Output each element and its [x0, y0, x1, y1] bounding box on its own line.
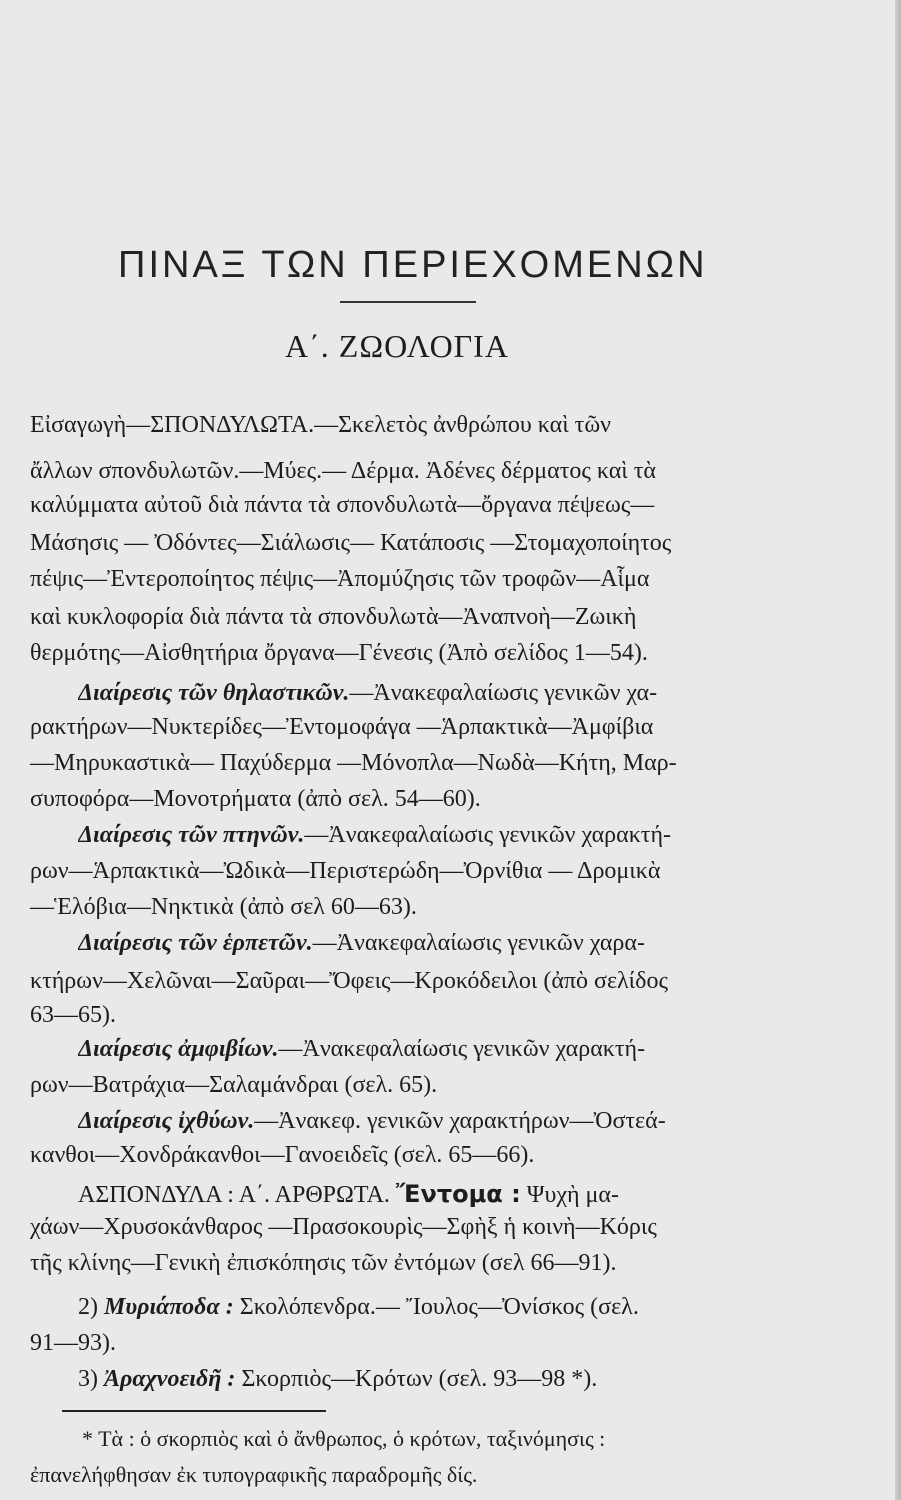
line-text: ρων—Βατράχια—Σαλαμάνδραι (σελ. 65).	[30, 1072, 438, 1098]
contents-line	[30, 566, 820, 593]
line-text: καλύμματα αὐτοῦ διὰ πάντα τὰ σπονδυλωτὰ—ὄργανα πέψεως—	[30, 492, 655, 518]
line-text: καὶ κυκλοφορία διὰ πάντα τὰ σπονδυλωτὰ—Ἀναπνοὴ—Ζωικὴ	[30, 604, 637, 630]
footnote-rule	[62, 1410, 326, 1412]
line-text: θερμότης—Αἰσθητήρια ὄργανα—Γένεσις (Ἀπὸ σελίδος 1—54).	[30, 640, 648, 666]
contents-line	[30, 714, 820, 741]
line-text: χάων—Χρυσοκάνθαρος —Πρασοκουρὶς—Σφὴξ ἡ κοινὴ—Κόρις	[30, 1214, 657, 1240]
line-text: Μυριάποδα :	[104, 1294, 234, 1320]
line-text: Σκολόπενδρα.— Ἴουλος—Ὀνίσκος (σελ.	[233, 1294, 639, 1320]
contents-line	[30, 1142, 820, 1169]
line-text: —Ἀνακεφαλαίωσις γενικῶν χα-	[349, 680, 658, 706]
contents-line	[78, 1366, 868, 1393]
line-text: κανθοι—Χονδράκανθοι—Γανοειδεῖς (σελ. 65—66).	[30, 1142, 535, 1168]
line-text: 2)	[78, 1294, 104, 1320]
line-text: Σκορπιὸς—Κρότων (σελ. 93—98 *).	[235, 1366, 598, 1392]
line-text: —Ἑλόβια—Νηκτικὰ (ἀπὸ σελ 60—63).	[30, 894, 417, 920]
line-text: —Ἀνακεφαλαίωσις γενικῶν χαρακτή-	[278, 1036, 646, 1062]
line-text: ΑΣΠΟΝΔΥΛΑ : Α΄. ΑΡΘΡΩΤΑ.	[78, 1182, 396, 1208]
footnote-line: * Τὰ : ὁ σκορπιὸς καὶ ὁ ἄνθρωπος, ὁ κρότων, ταξινόμησις :	[82, 1426, 606, 1451]
line-text: Μάσησις — Ὀδόντες—Σιάλωσις— Κατάποσις —Στομαχοποίητος	[30, 530, 672, 556]
contents-line	[30, 968, 820, 995]
line-text: ρων—Ἁρπακτικὰ—Ὠδικὰ—Περιστερώδη—Ὀρνίθια — Δρομικὰ	[30, 858, 661, 884]
line-text: Διαίρεσις τῶν ἑρπετῶν.	[78, 930, 313, 956]
line-text: Διαίρεσις τῶν θηλαστικῶν.	[78, 680, 350, 706]
line-text: —Ἀνακεφαλαίωσις γενικῶν χαρα-	[312, 930, 645, 956]
contents-line	[30, 1330, 820, 1357]
contents-line	[30, 1214, 820, 1241]
line-text: Διαίρεσις ἀμφιβίων.	[78, 1036, 279, 1062]
contents-line	[78, 680, 868, 707]
heading-rule	[340, 301, 476, 303]
contents-line	[30, 492, 820, 519]
contents-line	[78, 1108, 868, 1135]
contents-line	[30, 1002, 820, 1029]
line-text: Διαίρεσις τῶν πτηνῶν.	[78, 822, 305, 848]
line-text: ρακτήρων—Νυκτερίδες—Ἐντομοφάγα —Ἁρπακτικὰ—Ἀμφίβια	[30, 714, 654, 740]
section-title: Α΄. ΖΩΟΛΟΓΙΑ	[285, 328, 509, 364]
line-text: 91—93).	[30, 1330, 116, 1356]
contents-line	[30, 412, 820, 439]
line-text: 63—65).	[30, 1002, 116, 1028]
line-text: 3)	[78, 1366, 104, 1392]
line-text: τῆς κλίνης—Γενικὴ ἐπισκόπησις τῶν ἐντόμων (σελ 66—91).	[30, 1250, 617, 1276]
contents-line	[30, 786, 820, 813]
line-text: Ψυχὴ μα-	[520, 1182, 619, 1208]
line-text: —Μηρυκαστικὰ— Παχύδερμα —Μόνοπλα—Νωδὰ—Κήτη, Μαρ-	[30, 750, 677, 776]
contents-line	[30, 894, 820, 921]
line-text: —Ἀνακεφαλαίωσις γενικῶν χαρακτή-	[304, 822, 671, 848]
line-text: Διαίρεσις ἰχθύων.	[78, 1108, 255, 1134]
contents-line	[30, 640, 820, 667]
page-edge	[895, 0, 901, 1500]
contents-line	[78, 930, 868, 957]
line-text: —Ἀνακεφ. γενικῶν χαρακτήρων—Ὀστεά-	[254, 1108, 666, 1134]
contents-line	[30, 750, 820, 777]
line-text: συποφόρα—Μονοτρήματα (ἀπὸ σελ. 54—60).	[30, 786, 481, 812]
contents-line	[78, 1294, 868, 1321]
contents-line	[78, 822, 868, 849]
contents-line	[30, 604, 820, 631]
line-text: πέψις—Ἐντεροποίητος πέψις—Ἀπομύζησις τῶν τροφῶν—Αἷμα	[30, 566, 650, 592]
line-text: Ἔντομα :	[395, 1180, 521, 1208]
contents-line	[78, 1180, 868, 1209]
line-text: Ἀραχνοειδῆ :	[104, 1366, 236, 1392]
line-text: Εἰσαγωγὴ—ΣΠΟΝΔΥΛΩΤΑ.—Σκελετὸς ἀνθρώπου καὶ τῶν	[30, 412, 611, 438]
contents-line	[30, 1250, 820, 1277]
page-heading: ΠΙΝΑΞ ΤΩΝ ΠΕΡΙΕΧΟΜΕΝΩΝ	[118, 244, 708, 286]
line-text: ἄλλων σπονδυλωτῶν.—Μύες.— Δέρμα. Ἀδένες δέρματος καὶ τὰ	[30, 458, 656, 484]
contents-line	[30, 1072, 820, 1099]
contents-line	[30, 530, 820, 557]
footnote-line: ἐπανελήφθησαν ἐκ τυπογραφικῆς παραδρομῆς δίς.	[30, 1462, 478, 1487]
contents-line	[30, 858, 820, 885]
contents-line	[30, 458, 820, 485]
contents-line	[78, 1036, 868, 1063]
line-text: κτήρων—Χελῶναι—Σαῦραι—Ὄφεις—Κροκόδειλοι (ἀπὸ σελίδος	[30, 968, 668, 994]
